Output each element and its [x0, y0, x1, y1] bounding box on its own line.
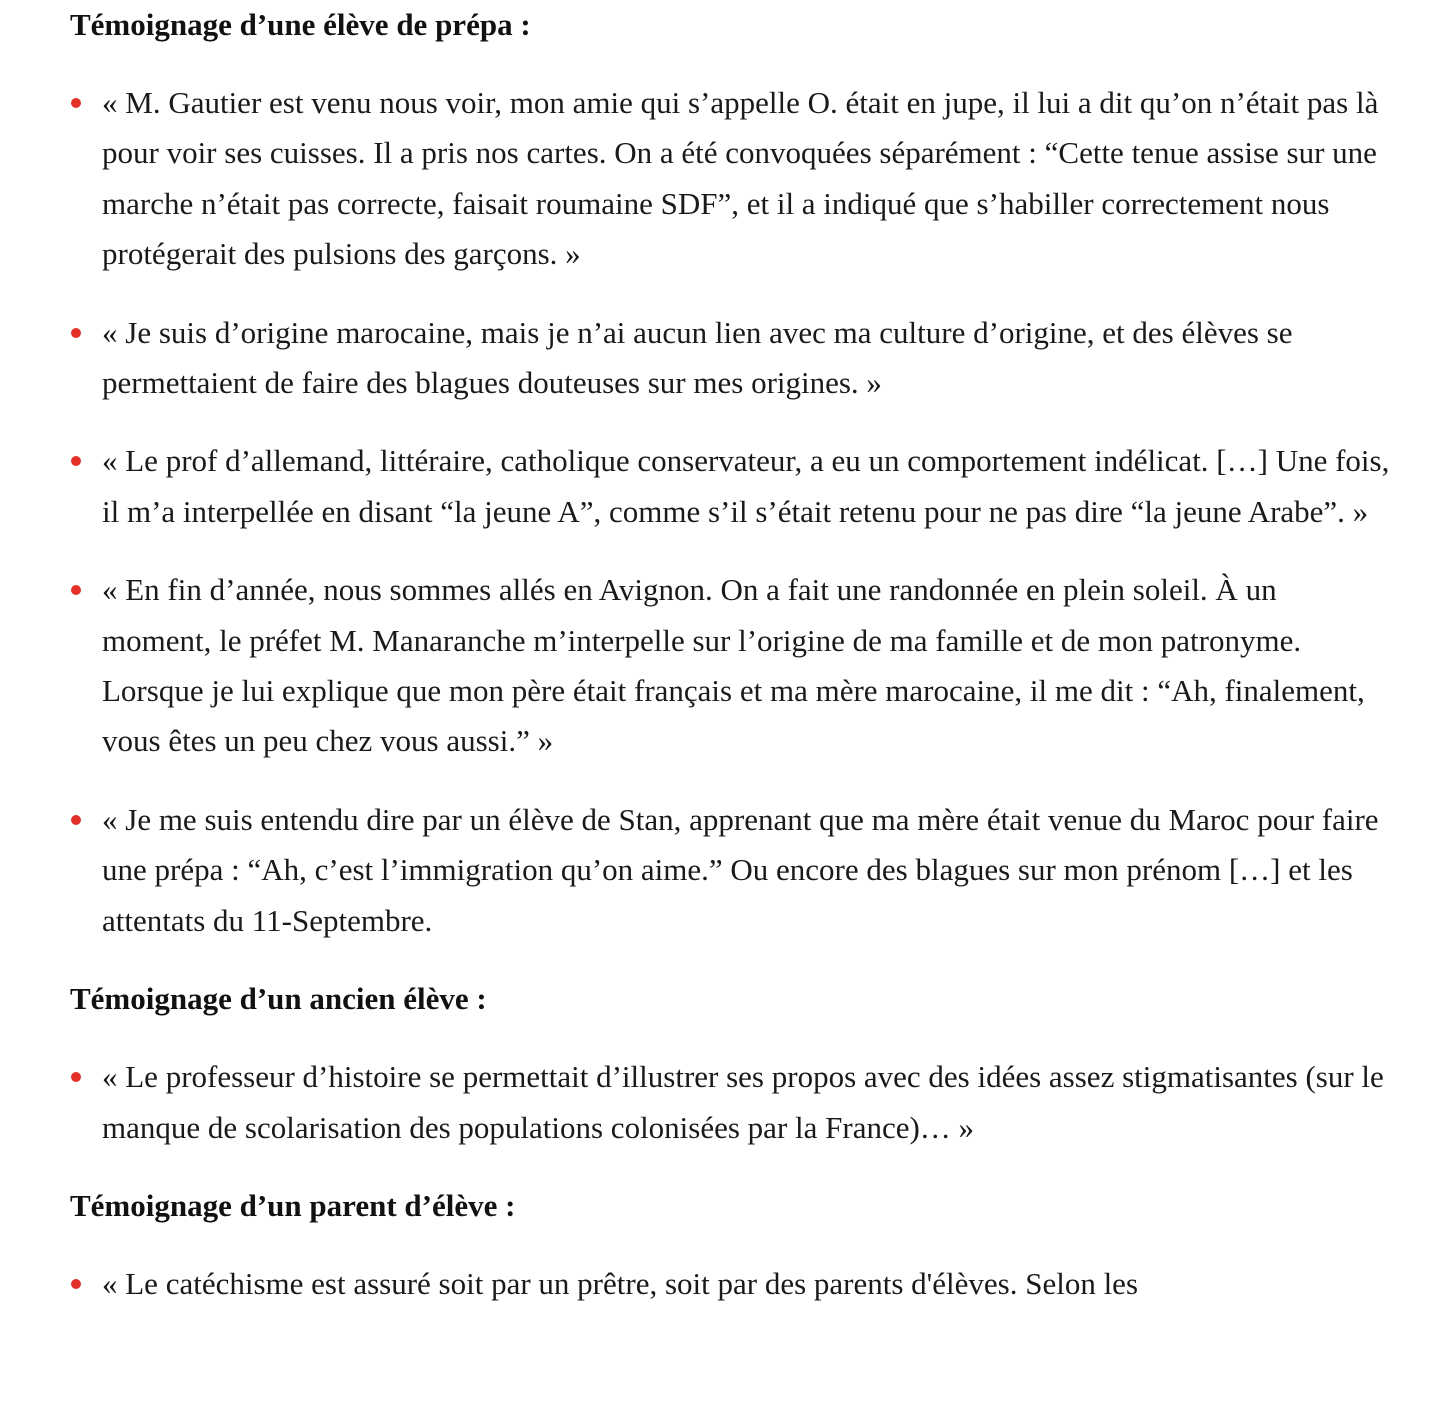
testimony-list: [70, 1259, 1390, 1309]
testimony-text: « Le prof d’allemand, littéraire, catholique conservateur, a eu un comportement indélicat. […] Une fois, il m’a interpellée en disant “la jeune A”, comme s’il s’était retenu pour ne pas dire “la jeune Arabe”. »: [102, 443, 1390, 529]
testimony-item: [70, 308, 1390, 409]
testimony-text: « En fin d’année, nous sommes allés en Avignon. On a fait une randonnée en plein soleil. À un moment, le préfet M. Manaranche m’interpelle sur l’origine de ma famille et de mon patronyme. Lorsque je lui explique que mon père était français et ma mère marocaine, il me dit : “Ah, finalement, vous êtes un peu chez vous aussi.” »: [102, 572, 1365, 759]
testimony-item: [70, 1259, 1390, 1309]
testimony-item: [70, 1052, 1390, 1153]
bullet-icon: [71, 815, 81, 825]
testimony-text: « Je me suis entendu dire par un élève de Stan, apprenant que ma mère était venue du Maroc pour faire une prépa : “Ah, c’est l’immigration qu’on aime.” Ou encore des blagues sur mon prénom […] et les attentats du 11-Septembre.: [102, 801, 1379, 938]
section-heading-parent: Témoignage d’un parent d’élève :: [70, 1187, 516, 1223]
bullet-icon: [71, 585, 81, 595]
bullet-icon: [71, 1279, 81, 1289]
testimony-text: « Le professeur d’histoire se permettait d’illustrer ses propos avec des idées assez stigmatisantes (sur le manque de scolarisation des populations colonisées par la France)… »: [102, 1059, 1384, 1145]
testimony-item: [70, 436, 1390, 537]
testimony-text: « Le catéchisme est assuré soit par un prêtre, soit par des parents d'élèves. Selon les: [102, 1265, 1139, 1301]
section-heading-student-prepa: Témoignage d’une élève de prépa :: [70, 7, 531, 42]
bullet-icon: [71, 98, 81, 108]
section-heading-former-student: Témoignage d’un ancien élève :: [70, 981, 487, 1017]
bullet-icon: [71, 456, 81, 466]
testimony-item: [70, 565, 1390, 767]
testimony-list: [70, 1052, 1390, 1153]
testimony-item: [70, 78, 1390, 280]
article-body: [70, 0, 1390, 1309]
testimony-list: [70, 78, 1390, 946]
bullet-icon: [71, 1072, 81, 1082]
testimony-text: « M. Gautier est venu nous voir, mon amie qui s’appelle O. était en jupe, il lui a dit qu’on n’était pas là pour voir ses cuisses. Il a pris nos cartes. On a été convoquées séparément : “Cette tenue assise sur une marche n’était pas correcte, faisait roumaine SDF”, et il a indiqué que s’habiller correctement nous protégerait des pulsions des garçons. »: [102, 85, 1379, 272]
testimony-item: [70, 795, 1390, 946]
bullet-icon: [71, 328, 81, 338]
testimony-text: « Je suis d’origine marocaine, mais je n’ai aucun lien avec ma culture d’origine, et des élèves se permettaient de faire des blagues douteuses sur mes origines. »: [102, 314, 1293, 401]
